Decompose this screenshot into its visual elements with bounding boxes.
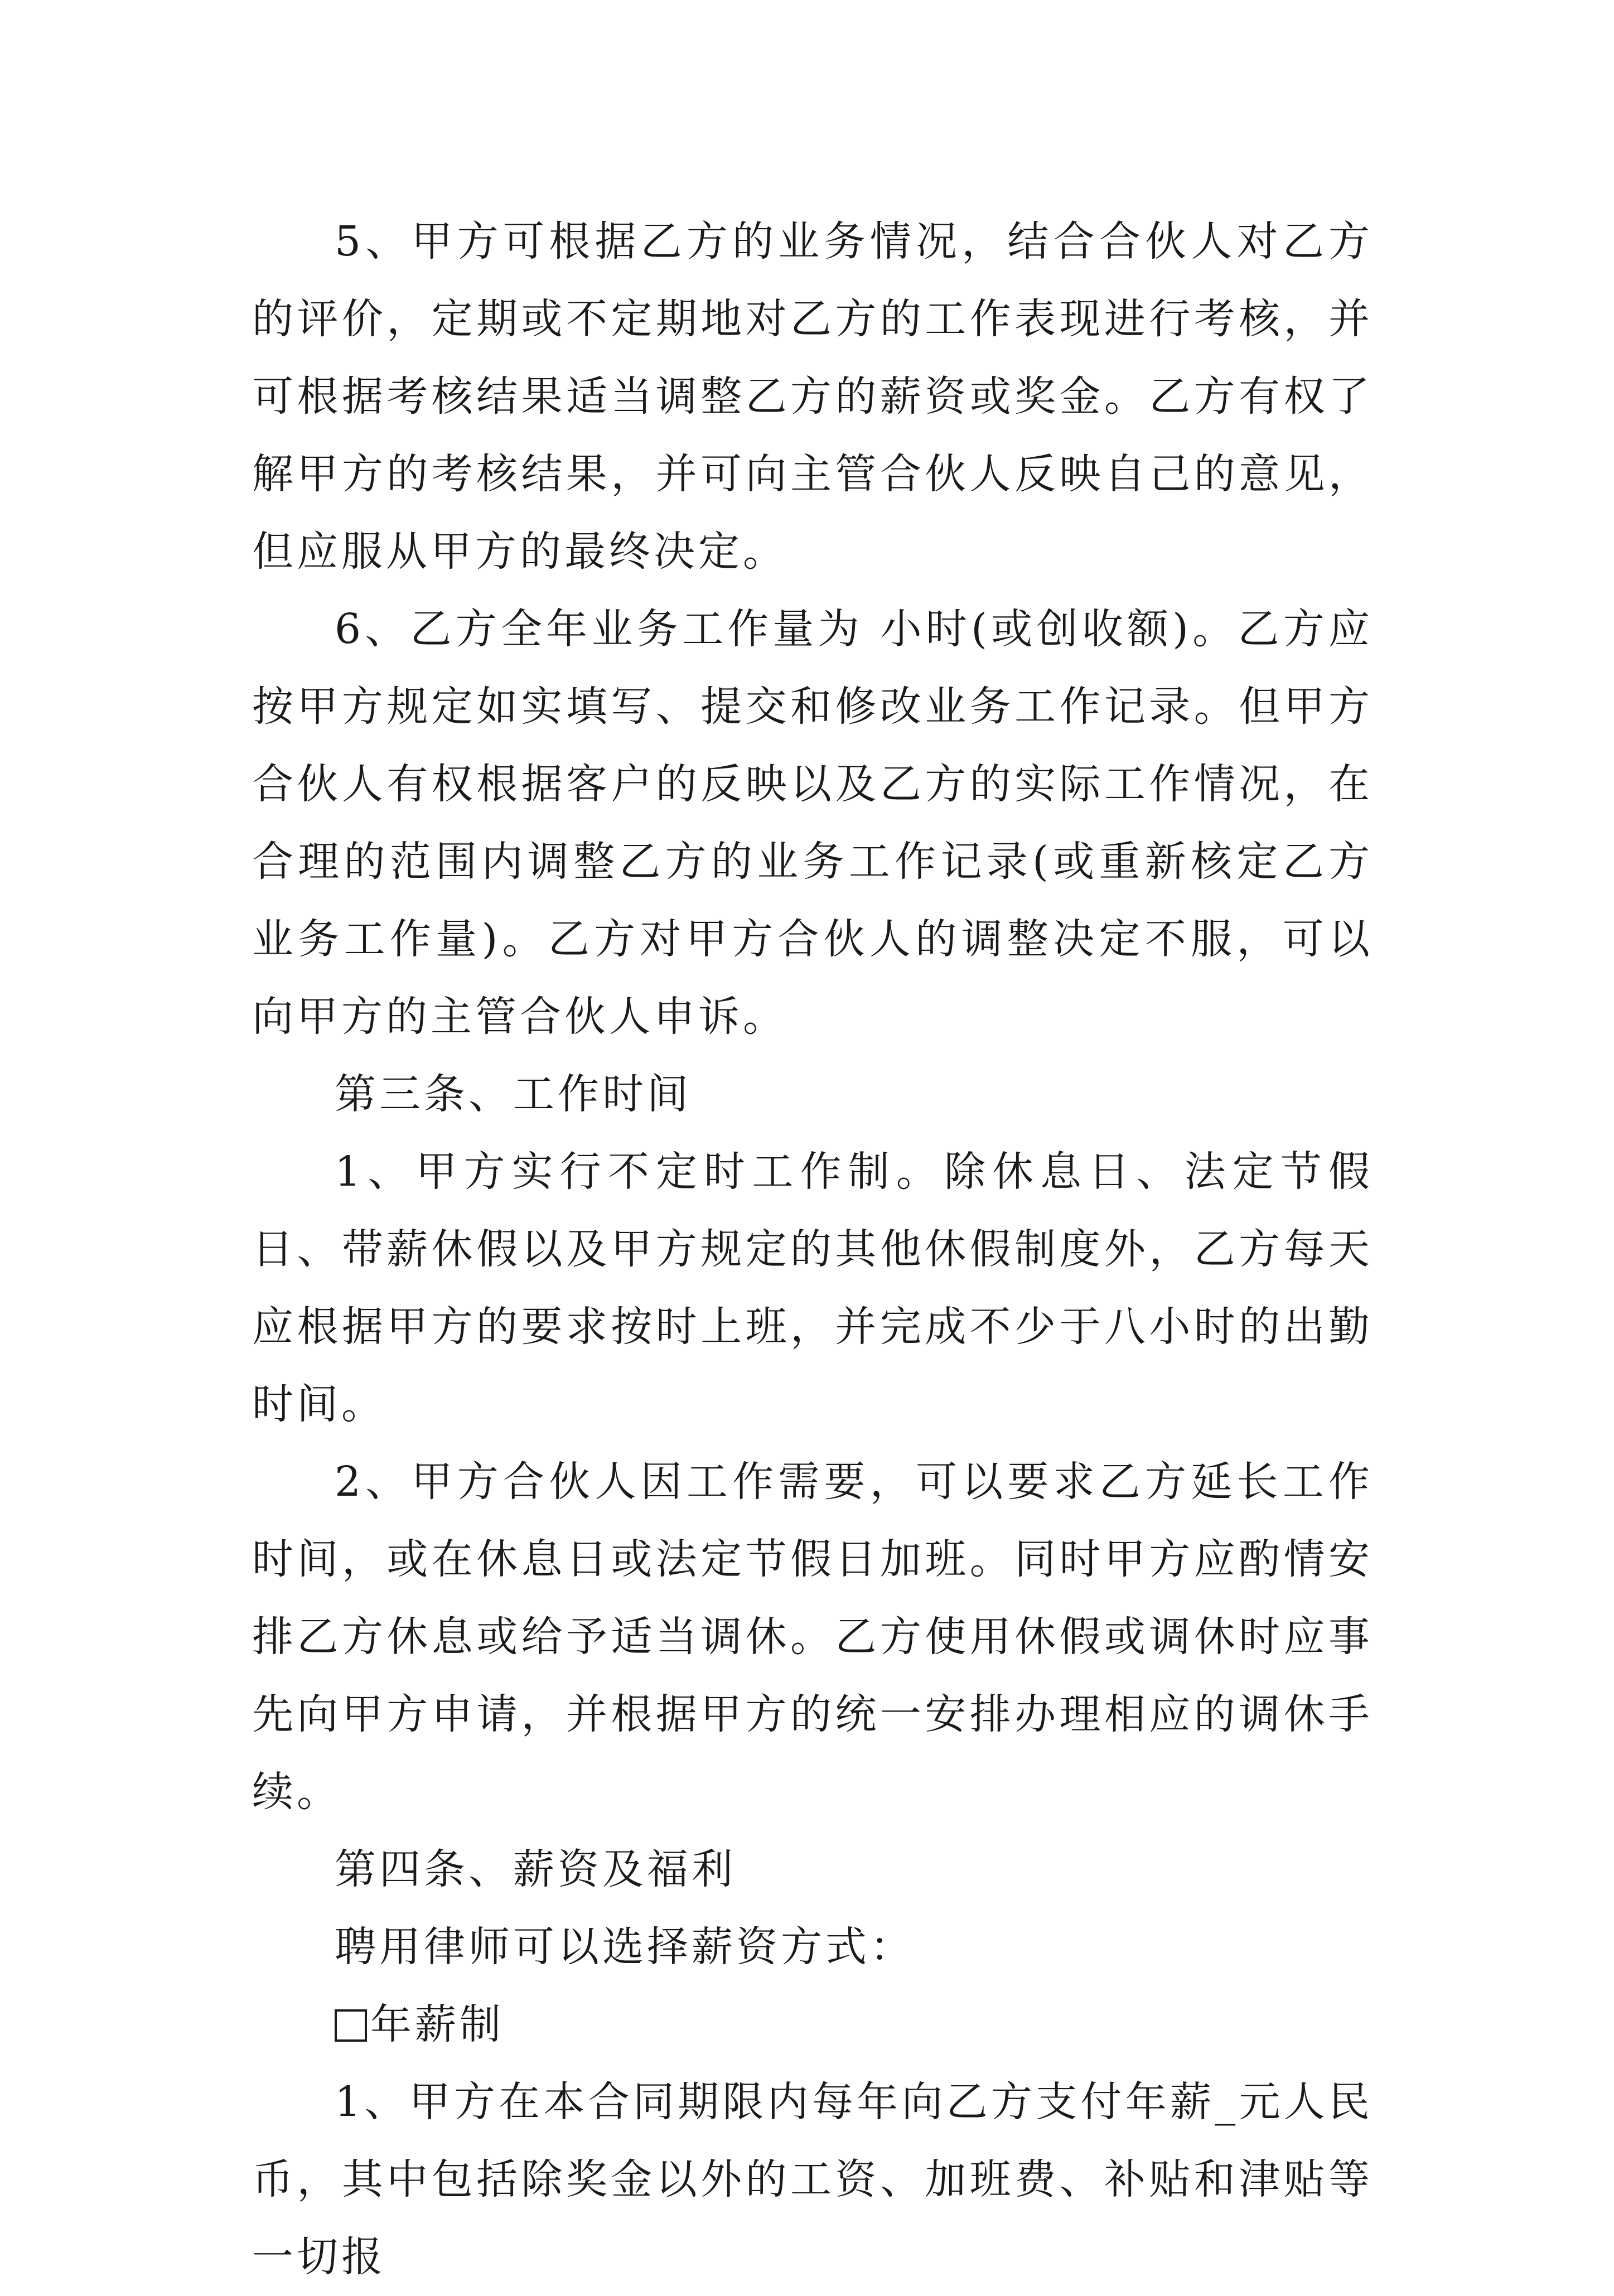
paragraph-item-6: 6、乙方全年业务工作量为 小时(或创收额)。乙方应按甲方规定如实填写、提交和修改业务工作记录。但甲方合伙人有权根据客户的反映以及乙方的实际工作情况，在合理的范围内调整乙方的业务工作记录(或重新核定乙方业务工作量)。乙方对甲方合伙人的调整决定不服，可以向甲方的主管合伙人申诉。 <box>252 605 1373 1041</box>
article-3-heading: 第三条、工作时间 <box>335 1070 692 1118</box>
annual-salary-option <box>252 1986 1373 2063</box>
article-4-heading: 第四条、薪资及福利 <box>335 1845 736 1893</box>
article-3-item-2: 2、甲方合伙人因工作需要，可以要求乙方延长工作时间，或在休息日或法定节假日加班。同时甲方应酌情安排乙方休息或给予适当调休。乙方使用休假或调休时应事先向甲方申请，并根据甲方的统一安排办理相应的调休手续。 <box>252 1458 1373 1816</box>
salary-method-intro: 聘用律师可以选择薪资方式： <box>335 1923 915 1971</box>
paragraph-item-5: 5、甲方可根据乙方的业务情况，结合合伙人对乙方的评价，定期或不定期地对乙方的工作表现进行考核，并可根据考核结果适当调整乙方的薪资或奖金。乙方有权了解甲方的考核结果，并可向主管合伙人反映自己的意见，但应服从甲方的最终决定。 <box>252 217 1373 576</box>
checkbox-icon <box>335 2009 367 2042</box>
document-body <box>252 203 1373 2296</box>
annual-salary-label: 年薪制 <box>370 2000 504 2048</box>
article-4-item-1: 1、甲方在本合同期限内每年向乙方支付年薪_元人民币，其中包括除奖金以外的工资、加班费、补贴和津贴等一切报 <box>252 2078 1373 2281</box>
article-3-item-1: 1、甲方实行不定时工作制。除休息日、法定节假日、带薪休假以及甲方规定的其他休假制度外，乙方每天应根据甲方的要求按时上班，并完成不少于八小时的出勤时间。 <box>252 1148 1373 1428</box>
